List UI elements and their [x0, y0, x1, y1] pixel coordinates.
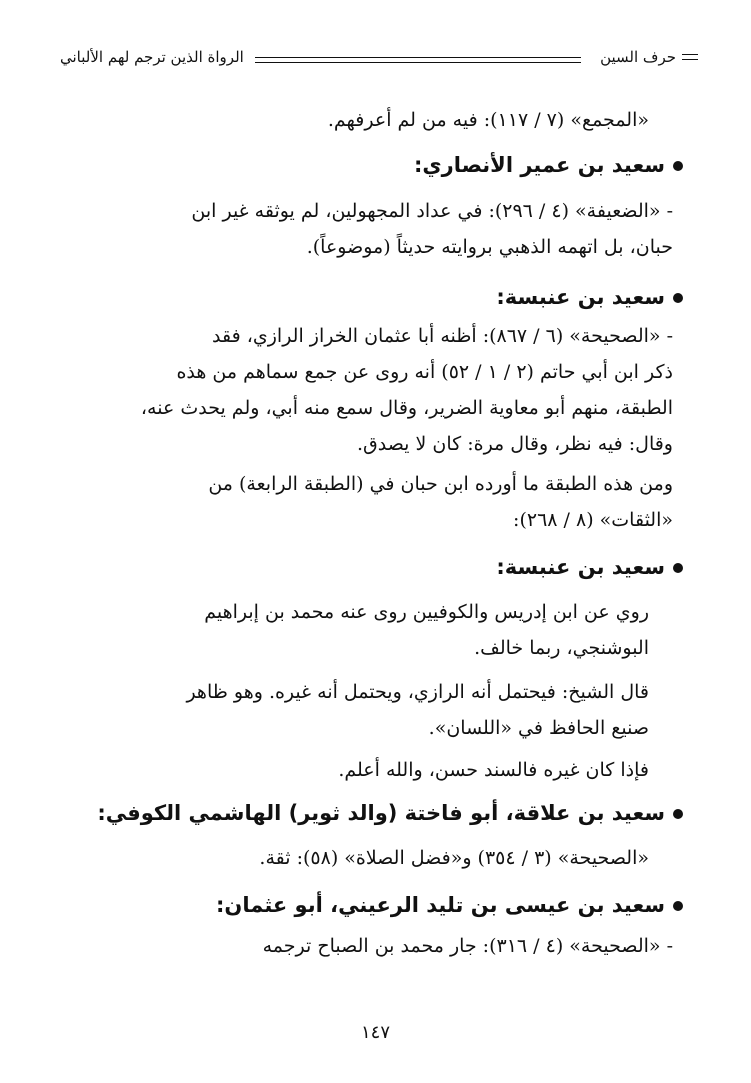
- chapter-title: حرف السين: [600, 48, 676, 66]
- bullet-icon: [673, 161, 683, 171]
- entry-heading: [414, 150, 683, 180]
- entry-heading-text: سعيد بن عنبسة:: [496, 285, 665, 309]
- text-line: الطبقة، منهم أبو معاوية الضرير، وقال سمع منه أبي، ولم يحدث عنه،: [140, 397, 673, 419]
- text-line: - «الضعيفة» (٤ / ٢٩٦): في عداد المجهولين، لم يوثقه غير ابن: [191, 200, 673, 222]
- entry-paragraph: [74, 840, 649, 876]
- entry-heading: [496, 282, 683, 312]
- running-header: [60, 40, 698, 68]
- text-line: ومن هذه الطبقة ما أورده ابن حبان في (الطبقة الرابعة) من: [208, 473, 673, 495]
- text-line: روي عن ابن إدريس والكوفيين روى عنه محمد بن إبراهيم: [204, 601, 649, 623]
- book-title: الرواة الذين ترجم لهم الألباني: [60, 48, 244, 66]
- chapter-label: [600, 48, 698, 66]
- entry-paragraph: [74, 594, 649, 666]
- entry-paragraph: [74, 928, 673, 964]
- entry-heading: [216, 890, 683, 920]
- text-line: - «الصحيحة» (٤ / ٣١٦): جار محمد بن الصباح ترجمه: [262, 935, 673, 957]
- page-number: ١٤٧: [360, 1022, 390, 1043]
- text-line: حبان، بل اتهمه الذهبي بروايته حديثاً (موضوعاً).: [306, 236, 673, 258]
- text-line: قال الشيخ: فيحتمل أنه الرازي، ويحتمل أنه غيره. وهو ظاهر: [186, 681, 649, 703]
- text-line: - «الصحيحة» (٦ / ٨٦٧): أظنه أبا عثمان الخراز الرازي، فقد: [212, 325, 673, 347]
- entry-paragraph: [74, 466, 673, 538]
- entry-heading-text: سعيد بن عيسى بن تليد الرعيني، أبو عثمان:: [216, 893, 665, 917]
- continuation-paragraph: [74, 102, 649, 138]
- entry-paragraph: [74, 193, 673, 265]
- text-line: ذكر ابن أبي حاتم (٢ / ١ / ٥٢) أنه روى عن جمع سماهم من هذه: [176, 361, 673, 383]
- entry-paragraph: [74, 752, 649, 788]
- text-line: «المجمع» (٧ / ١١٧): فيه من لم أعرفهم.: [327, 109, 649, 131]
- bullet-icon: [673, 293, 683, 303]
- text-line: «الصحيحة» (٣ / ٣٥٤) و«فضل الصلاة» (٥٨): ثقة.: [259, 847, 649, 869]
- text-line: وقال: فيه نظر، وقال مرة: كان لا يصدق.: [356, 433, 673, 455]
- text-line: فإذا كان غيره فالسند حسن، والله أعلم.: [338, 759, 649, 781]
- entry-heading: [97, 798, 683, 828]
- bullet-icon: [673, 563, 683, 573]
- bullet-icon: [673, 901, 683, 911]
- header-rule-short: [682, 54, 698, 60]
- entry-heading-text: سعيد بن عمير الأنصاري:: [413, 153, 665, 177]
- entry-heading: [496, 552, 683, 582]
- text-line: صنيع الحافظ في «اللسان».: [428, 717, 649, 739]
- entry-paragraph: [74, 318, 673, 462]
- entry-heading-text: سعيد بن علاقة، أبو فاختة (والد ثوير) الهاشمي الكوفي:: [97, 801, 665, 825]
- header-rule-long: [255, 57, 581, 63]
- text-line: «الثقات» (٨ / ٢٦٨):: [513, 509, 673, 531]
- entry-paragraph: [74, 674, 649, 746]
- bullet-icon: [673, 809, 683, 819]
- text-line: البوشنجي، ربما خالف.: [474, 637, 649, 659]
- entry-heading-text: سعيد بن عنبسة:: [496, 555, 665, 579]
